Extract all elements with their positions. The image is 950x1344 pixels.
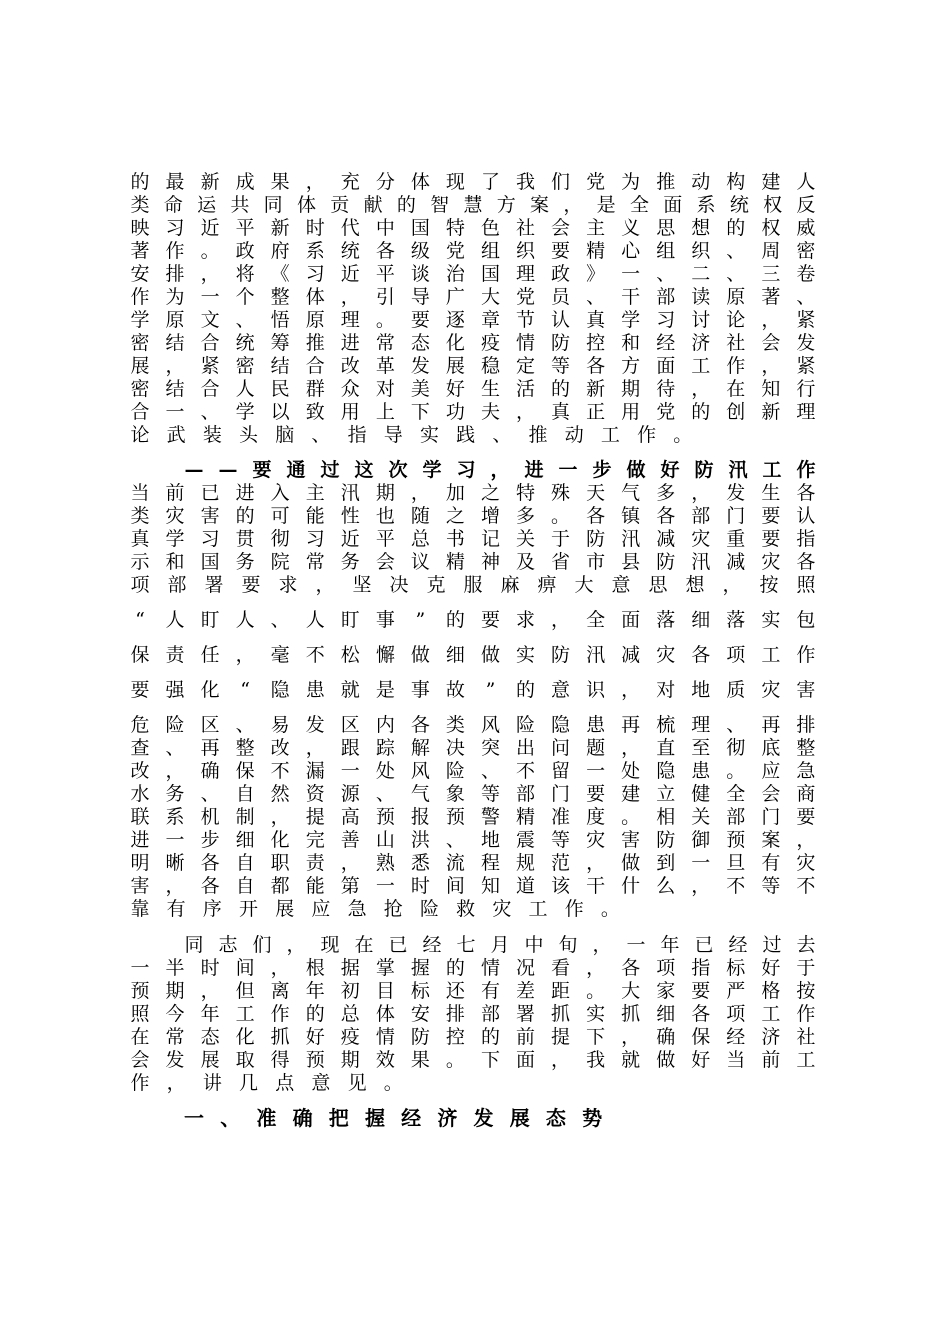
text-line: 明 晰 各 自 职 责 ， 熟 悉 流 程 规 范 ， 做 到 一 旦 有 灾	[130, 852, 816, 874]
text-line: 同 志 们 ， 现 在 已 经 七 月 中 旬 ， 一 年 已 经 过 去	[184, 934, 816, 956]
text-line: 安 排 ， 将 《 习 近 平 谈 治 国 理 政 》 一 、 二 、 三 卷	[130, 263, 816, 285]
text-line: 合 一 、 学 以 致 用 上 下 功 夫 ， 真 正 用 党 的 创 新 理	[130, 401, 816, 423]
text-line: 作 ， 讲 几 点 意 见 。	[130, 1072, 403, 1094]
text-line: 要 强 化 “ 隐 患 就 是 事 故 ” 的 意 识 ， 对 地 质 灾 害	[130, 679, 816, 701]
text-line: 映 习 近 平 新 时 代 中 国 特 色 社 会 主 义 思 想 的 权 威	[130, 217, 816, 239]
text-line: 联 系 机 制 ， 提 高 预 报 预 警 精 准 度 。 相 关 部 门 要	[130, 806, 816, 828]
text-line: 著 作 。 政 府 系 统 各 级 党 组 织 要 精 心 组 织 、 周 密	[130, 240, 816, 262]
text-line: 学 原 文 、 悟 原 理 。 要 逐 章 节 认 真 学 习 讨 论 ， 紧	[130, 309, 816, 331]
text-line: 作 为 一 个 整 体 ， 引 导 广 大 党 员 、 干 部 读 原 著 、	[130, 286, 816, 308]
text-line: 类 灾 害 的 可 能 性 也 随 之 增 多 。 各 镇 各 部 门 要 认	[130, 505, 816, 527]
text-line: 密 结 合 人 民 群 众 对 美 好 生 活 的 新 期 待 ， 在 知 行	[130, 378, 816, 400]
section-subheading: — — 要 通 过 这 次 学 习 ， 进 一 步 做 好 防 汛 工 作	[184, 459, 816, 481]
text-line: 类 命 运 共 同 体 贡 献 的 智 慧 方 案 ， 是 全 面 系 统 权 反	[130, 194, 816, 216]
text-line: 靠 有 序 开 展 应 急 抢 险 救 灾 工 作 。	[130, 898, 620, 920]
text-line: 的 最 新 成 果 ， 充 分 体 现 了 我 们 党 为 推 动 构 建 人	[130, 171, 816, 193]
text-line: 论 武 装 头 脑 、 指 导 实 践 、 推 动 工 作 。	[130, 424, 693, 446]
text-line: 进 一 步 细 化 完 善 山 洪 、 地 震 等 灾 害 防 御 预 案 ，	[130, 829, 816, 851]
text-line: 密 结 合 统 筹 推 进 常 态 化 疫 情 防 控 和 经 济 社 会 发	[130, 332, 816, 354]
text-line: 水 务 、 自 然 资 源 、 气 象 等 部 门 要 建 立 健 全 会 商	[130, 783, 816, 805]
text-line: 查 、 再 整 改 ， 跟 踪 解 决 突 出 问 题 ， 直 至 彻 底 整	[130, 737, 816, 759]
text-line: 害 ， 各 自 都 能 第 一 时 间 知 道 该 干 什 么 ， 不 等 不	[130, 875, 816, 897]
text-line: 在 常 态 化 抓 好 疫 情 防 控 的 前 提 下 ， 确 保 经 济 社	[130, 1026, 816, 1048]
section-heading-text: 一 、 准 确 把 握 经 济 发 展 态 势	[184, 1106, 603, 1130]
text-line: 危 险 区 、 易 发 区 内 各 类 风 险 隐 患 再 梳 理 、 再 排	[130, 714, 816, 736]
text-line: 改 ， 确 保 不 漏 一 处 风 险 、 不 留 一 处 隐 患 。 应 急	[130, 760, 816, 782]
text-line: 预 期 ， 但 离 年 初 目 标 还 有 差 距 。 大 家 要 严 格 按	[130, 980, 816, 1002]
text-line: 照 今 年 工 作 的 总 体 安 排 部 署 抓 实 抓 细 各 项 工 作	[130, 1003, 816, 1025]
text-line: 项 部 署 要 求 ， 坚 决 克 服 麻 痹 大 意 思 想 ， 按 照	[130, 574, 816, 596]
text-line: 真 学 习 贯 彻 习 近 平 总 书 记 关 于 防 汛 减 灾 重 要 指	[130, 528, 816, 550]
text-line: 当 前 已 进 入 主 汛 期 ， 加 之 特 殊 天 气 多 ， 发 生 各	[130, 482, 816, 504]
text-line: 一 半 时 间 ， 根 据 掌 握 的 情 况 看 ， 各 项 指 标 好 于	[130, 957, 816, 979]
text-line: 会 发 展 取 得 预 期 效 果 。 下 面 ， 我 就 做 好 当 前 工	[130, 1049, 816, 1071]
text-line: “ 人 盯 人 、 人 盯 事 ” 的 要 求 ， 全 面 落 细 落 实 包	[135, 609, 816, 631]
text-line: 保 责 任 ， 毫 不 松 懈 做 细 做 实 防 汛 减 灾 各 项 工 作	[130, 644, 816, 666]
text-line: 展 ， 紧 密 结 合 改 革 发 展 稳 定 等 各 方 面 工 作 ， 紧	[130, 355, 816, 377]
text-line: 示 和 国 务 院 常 务 会 议 精 神 及 省 市 县 防 汛 减 灾 各	[130, 551, 816, 573]
